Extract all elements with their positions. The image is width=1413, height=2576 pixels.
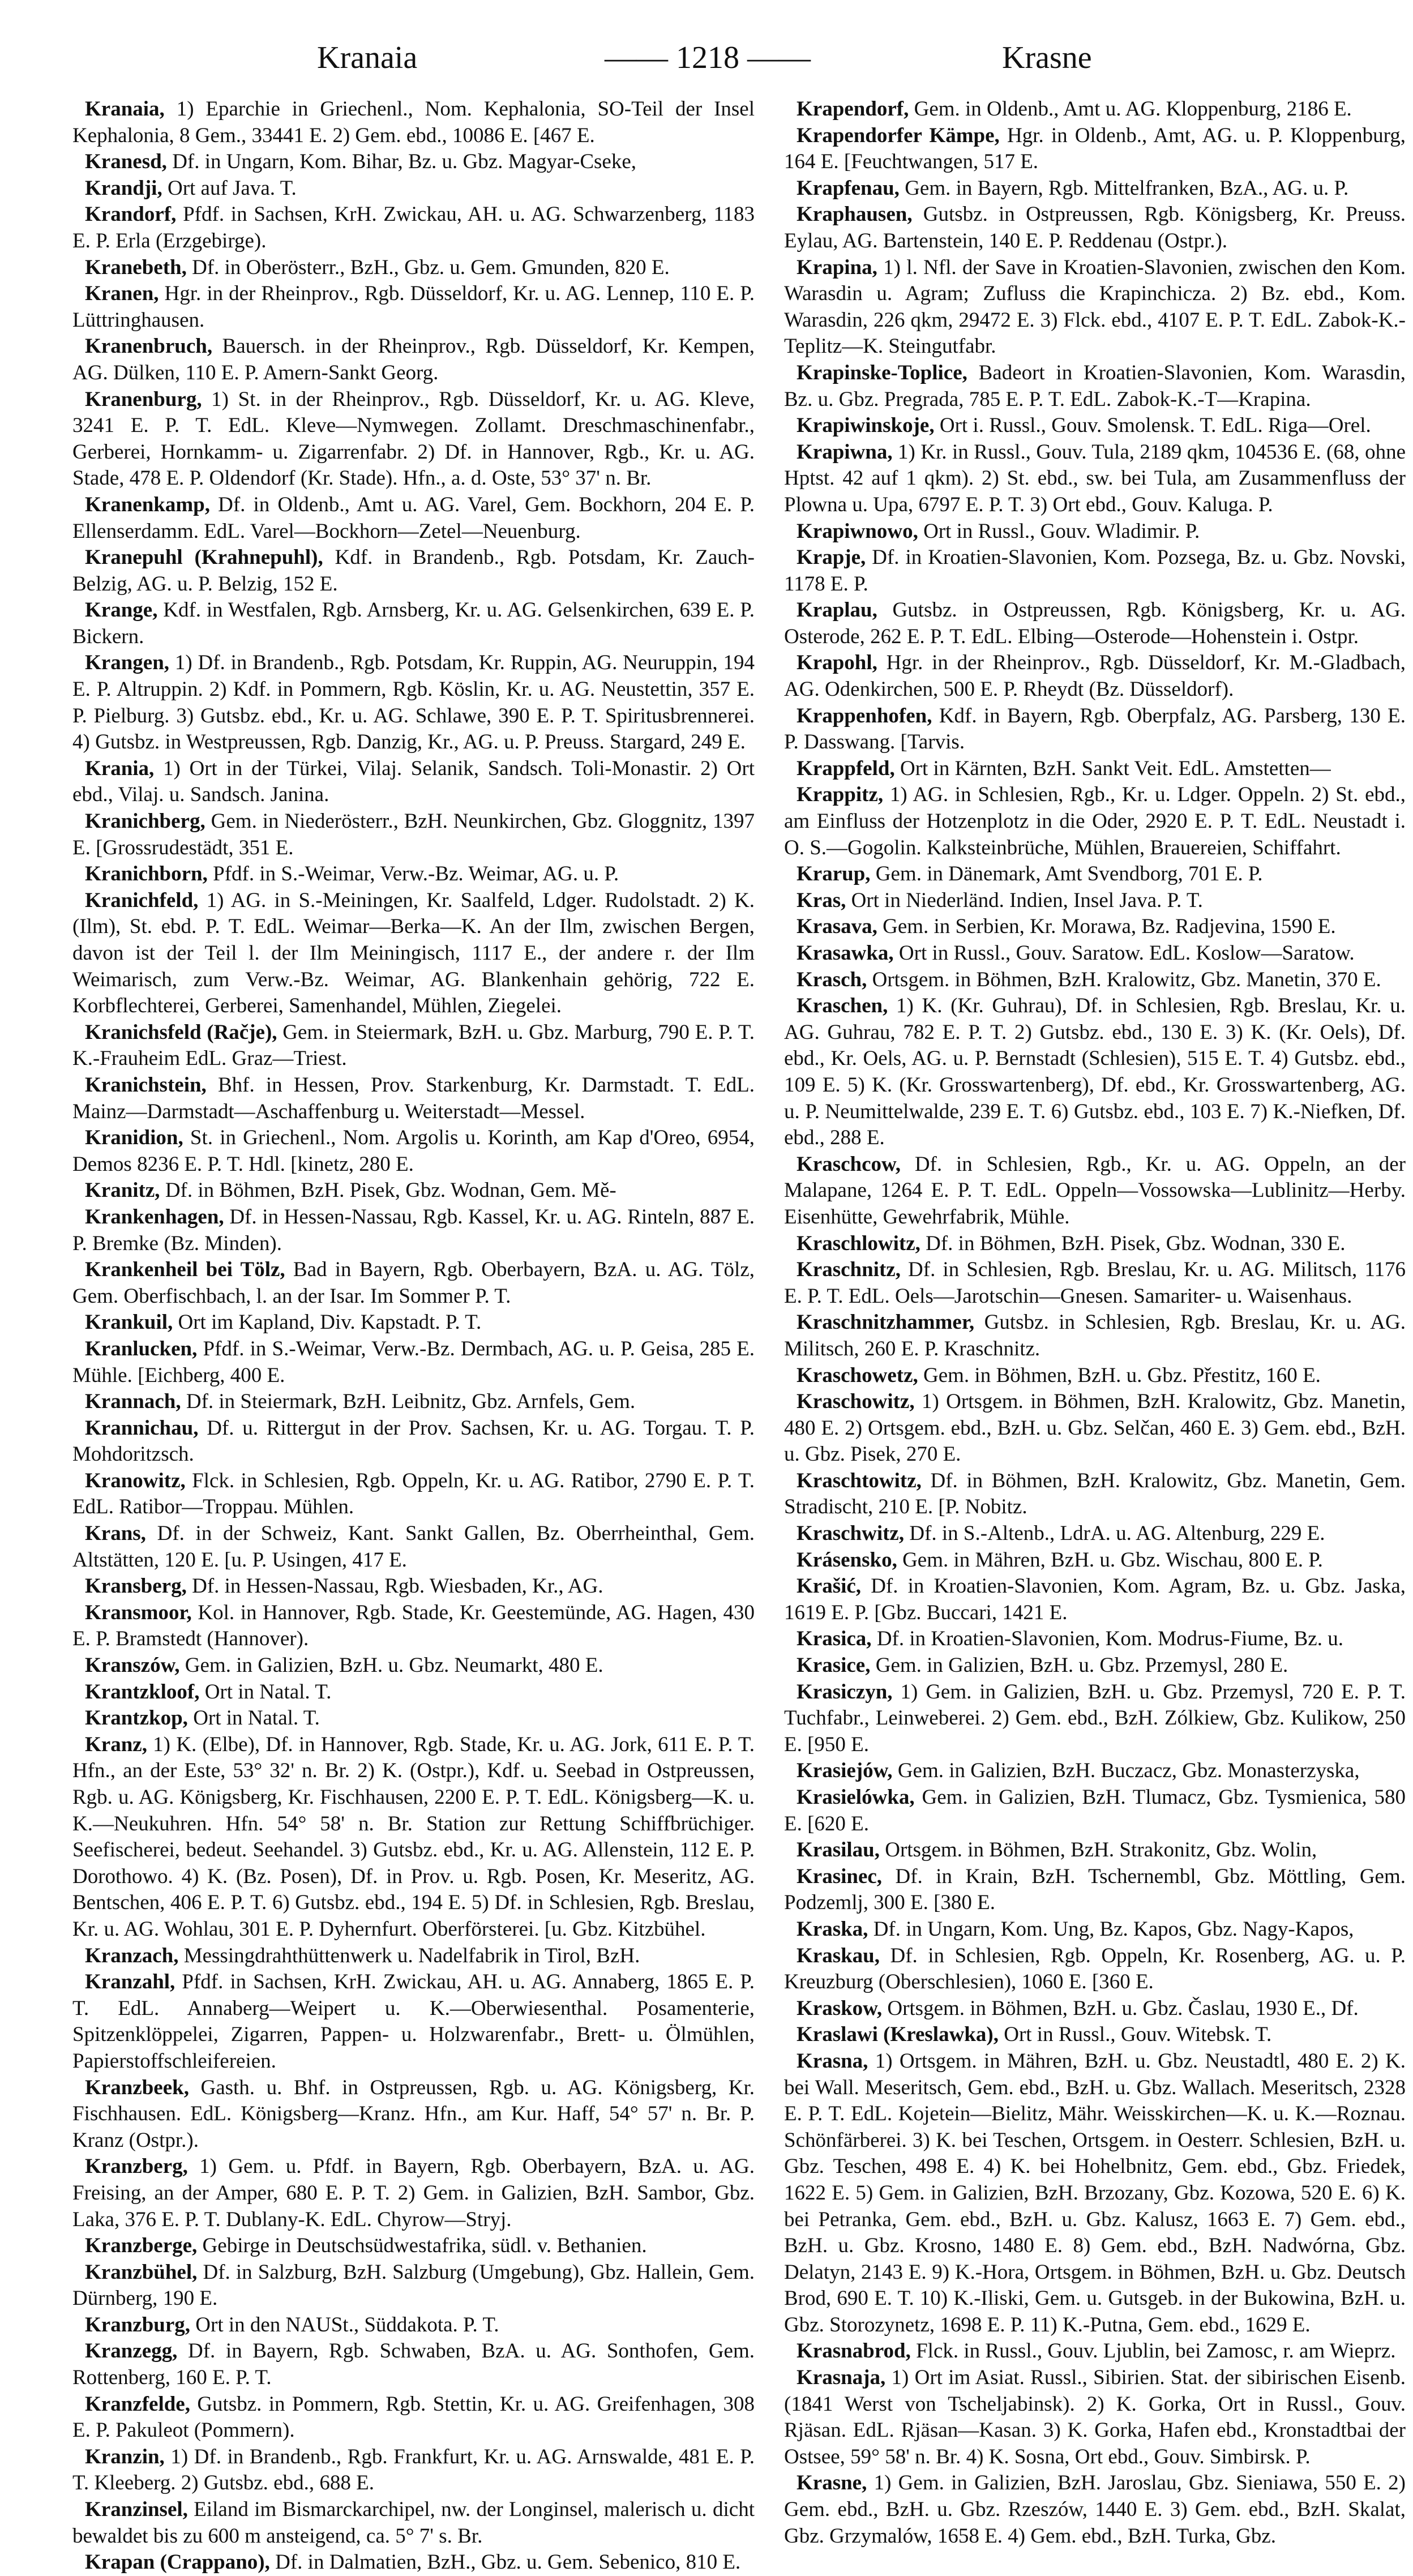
gazetteer-entry: [784, 1257, 1406, 1310]
gazetteer-entry: [72, 1204, 755, 1257]
running-head-left: Kranaia: [317, 40, 418, 75]
entry-text: Pfdf. in S.-Weimar, Verw.-Bz. Dermbach, AG. u. P. Geisa, 285 E. Mühle. [Eichberg, 400 E.: [72, 1337, 755, 1387]
entry-text: Df. in Böhmen, BzH. Kralowitz, Gbz. Manetin, Gem. Stradischt, 210 E. [P. Nobitz.: [784, 1469, 1406, 1519]
gazetteer-entry: [72, 176, 755, 202]
entry-headword: Kraphausen,: [797, 203, 913, 226]
entry-text: Df. in Steiermark, BzH. Leibnitz, Gbz. Arnfels, Gem.: [181, 1390, 636, 1414]
entry-text: Gem. in Mähren, BzH. u. Gbz. Wischau, 800 E. P.: [897, 1548, 1323, 1572]
gazetteer-entry: [72, 333, 755, 386]
gazetteer-entry: [784, 1310, 1406, 1362]
entry-text: Ort i. Russl., Gouv. Smolensk. T. EdL. Riga—Orel.: [934, 414, 1371, 438]
gazetteer-entry: [72, 202, 755, 254]
entry-text: Df. in Oldenb., Amt u. AG. Varel, Gem. Bockhorn, 204 E. P. Ellenserdamm. EdL. Varel—Bockhorn—Zetel—Neuenburg.: [72, 493, 755, 543]
gazetteer-entry: [72, 808, 755, 861]
gazetteer-entry: [784, 96, 1406, 123]
entry-headword: Krans,: [85, 1522, 146, 1546]
gazetteer-entry: [72, 1600, 755, 1653]
gazetteer-entry: [784, 123, 1406, 176]
gazetteer-entry: [72, 149, 755, 176]
entry-text: Gem. in Dänemark, Amt Svendborg, 701 E. P.: [870, 862, 1263, 886]
entry-text: Df. u. Rittergut in der Prov. Sachsen, Kr. u. AG. Torgau. T. P. Mohdoritzsch.: [72, 1416, 755, 1466]
entry-headword: Krappfeld,: [797, 756, 895, 780]
entry-text: Df. in Kroatien-Slavonien, Kom. Agram, Bz. u. Gbz. Jaska, 1619 E. P. [Gbz. Buccari, 1421 E.: [784, 1574, 1406, 1624]
entry-headword: Kranzberge,: [85, 2234, 198, 2258]
gazetteer-entry: [784, 1363, 1406, 1389]
gazetteer-entry: [72, 1705, 755, 1732]
entry-headword: Krapohl,: [797, 651, 877, 675]
entry-headword: Kraskau,: [797, 1944, 880, 1967]
entry-headword: Kranzberg,: [85, 2155, 188, 2179]
entry-headword: Krasne,: [797, 2471, 867, 2495]
entry-headword: Krasiejów,: [797, 1759, 893, 1783]
entry-headword: Kransberg,: [85, 1574, 187, 1598]
gazetteer-entry: [72, 2444, 755, 2497]
gazetteer-entry: [72, 1653, 755, 1679]
gazetteer-entry: [72, 2260, 755, 2312]
left-column: [72, 96, 755, 2576]
entry-text: Ort im Kapland, Div. Kapstadt. P. T.: [173, 1311, 482, 1334]
entry-text: Df. in Hessen-Nassau, Rgb. Wiesbaden, Kr., AG.: [186, 1574, 603, 1598]
entry-headword: Krapendorfer Kämpe,: [797, 123, 1000, 147]
entry-headword: Kras,: [797, 888, 846, 912]
entry-text: Bauersch. in der Rheinprov., Rgb. Düsseldorf, Kr. Kempen, AG. Dülken, 110 E. P. Amern-Sankt Georg.: [72, 335, 755, 384]
entry-headword: Kraschnitz,: [797, 1258, 901, 1282]
entry-headword: Kransmoor,: [85, 1601, 192, 1624]
gazetteer-entry: [72, 1020, 755, 1072]
entry-headword: Kraschowetz,: [797, 1363, 918, 1387]
entry-text: Ort in Russl., Gouv. Witebsk. T.: [998, 2023, 1272, 2047]
gazetteer-entry: [72, 1257, 755, 1310]
gazetteer-entry: [784, 1231, 1406, 1257]
gazetteer-entry: [784, 439, 1406, 519]
running-head-right: Krasne: [1002, 40, 1092, 75]
entry-headword: Kraschwitz,: [797, 1522, 905, 1546]
entry-text: Pfdf. in S.-Weimar, Verw.-Bz. Weimar, AG. u. P.: [207, 862, 619, 886]
entry-headword: Krapendorf,: [797, 97, 909, 121]
entry-text: Ort in den NAUSt., Süddakota. P. T.: [190, 2313, 499, 2337]
entry-text: 1) K. (Kr. Guhrau), Df. in Schlesien, Rgb. Breslau, Kr. u. AG. Guhrau, 782 E. P. T. 2) Gutsbz. ebd., 130 E. 3) K. (Kr. Oels), Df. ebd., Kr. Oels, AG. u. P. Bernstadt (Schlesien), 515 E. T. 4) Gutsbz. ebd., 109 E. 5) K. (Kr. Grosswartenberg), Df. ebd., Kr. Grosswartenberg, AG. u. P. Neumittelwalde, 239 E. T. 6) Gutsbz. ebd., 103 E. 7) K.-Niefken, Df. ebd., 288 E.: [784, 994, 1406, 1150]
entry-headword: Kranichberg,: [85, 810, 205, 833]
gazetteer-entry: [784, 888, 1406, 914]
gazetteer-entry: [72, 1336, 755, 1389]
gazetteer-entry: [784, 650, 1406, 703]
entry-text: Flck. in Russl., Gouv. Ljublin, bei Zamosc, r. am Wieprz.: [910, 2339, 1396, 2363]
entry-text: 1) l. Nfl. der Save in Kroatien-Slavonien, zwischen den Kom. Warasdin u. Agram; Zufluss die Krapinchicza. 2) Bz. ebd., Kom. Warasdin, 226 qkm, 29472 E. 3) Flck. ebd., 4107 E. P. T. EdL. Zabok-K.-Teplitz—K. Steingutfabr.: [784, 255, 1406, 358]
entry-headword: Kranichstein,: [85, 1073, 207, 1097]
entry-text: 1) Eparchie in Griechenl., Nom. Kephalonia, SO-Teil der Insel Kephalonia, 8 Gem., 33441 E. 2) Gem. ebd., 10086 E. [467 E.: [72, 97, 755, 147]
entry-text: Bad in Bayern, Rgb. Oberbayern, BzA. u. AG. Tölz, Gem. Oberfischbach, l. an der Isar. Im Sommer P. T.: [72, 1258, 755, 1308]
entry-headword: Krandorf,: [85, 203, 177, 226]
entry-headword: Krankuil,: [85, 1311, 173, 1334]
entry-headword: Krapiwinskoje,: [797, 414, 935, 438]
entry-headword: Krankenhagen,: [85, 1205, 224, 1229]
gazetteer-entry: [784, 1679, 1406, 1758]
entry-headword: Kranzin,: [85, 2445, 165, 2468]
entry-headword: Krasice,: [797, 1654, 871, 1678]
gazetteer-entry: [72, 492, 755, 545]
entry-text: Hgr. in der Rheinprov., Rgb. Düsseldorf, Kr. M.-Gladbach, AG. Odenkirchen, 500 E. P. Rheydt (Bz. Düsseldorf).: [784, 651, 1406, 701]
gazetteer-entry: [72, 756, 755, 808]
entry-headword: Kraschtowitz,: [797, 1469, 922, 1492]
gazetteer-entry: [784, 1468, 1406, 1521]
entry-headword: Krašić,: [797, 1574, 862, 1598]
gazetteer-entry: [72, 2233, 755, 2260]
gazetteer-entry: [72, 2391, 755, 2444]
entry-headword: Kraschnitzhammer,: [797, 1311, 975, 1334]
gazetteer-entry: [784, 2048, 1406, 2339]
gazetteer-entry: [72, 1072, 755, 1125]
entry-text: Gem. in Steiermark, BzH. u. Gbz. Marburg, 790 E. P. T. K.-Frauheim EdL. Graz—Triest.: [72, 1020, 755, 1071]
entry-headword: Kranzahl,: [85, 1970, 175, 1994]
entry-headword: Krarup,: [797, 862, 871, 886]
gazetteer-entry: [784, 756, 1406, 782]
entry-text: 1) Ortsgem. in Böhmen, BzH. Kralowitz, Gbz. Manetin, 480 E. 2) Ortsgem. ebd., BzH. u. Gbz. Selčan, 460 E. 3) Gem. ebd., BzH. u. Gbz. Pisek, 270 E.: [784, 1390, 1406, 1466]
entry-text: Kol. in Hannover, Rgb. Stade, Kr. Geestemünde, AG. Hagen, 430 E. P. Bramstedt (Hannover).: [72, 1601, 755, 1651]
gazetteer-entry: [72, 1679, 755, 1706]
entry-text: Ort in Russl., Gouv. Saratow. EdL. Koslow—Saratow.: [893, 942, 1355, 965]
entry-text: 1) Gem. in Galizien, BzH. u. Gbz. Przemysl, 720 E. P. T. Tuchfabr., Leinweberei. 2) Gem. ebd., BzH. Zólkiew, Gbz. Kulikow, 250 E. [950 E.: [784, 1680, 1406, 1756]
entry-text: Bhf. in Hessen, Prov. Starkenburg, Kr. Darmstadt. T. EdL. Mainz—Darmstadt—Aschaffenburg u. Weiterstadt—Messel.: [72, 1073, 755, 1123]
entry-headword: Krasica,: [797, 1627, 872, 1651]
gazetteer-entry: [72, 1732, 755, 1943]
entry-headword: Krasava,: [797, 915, 877, 939]
gazetteer-entry: [72, 2075, 755, 2154]
gazetteer-entry: [72, 650, 755, 755]
entry-headword: Krasinec,: [797, 1864, 883, 1888]
entry-text: Gutsbz. in Pommern, Rgb. Stettin, Kr. u. AG. Greifenhagen, 308 E. P. Pakuleot (Pommern).: [72, 2392, 755, 2442]
entry-headword: Krasnaja,: [797, 2366, 886, 2390]
gazetteer-entry: [72, 888, 755, 1020]
entry-text: Ort in Natal. T.: [187, 1706, 320, 1730]
entry-headword: Kranszów,: [85, 1654, 180, 1678]
entry-text: Gem. in Galizien, BzH. Tlumacz, Gbz. Tysmienica, 580 E. [620 E.: [784, 1786, 1406, 1835]
entry-headword: Kraschlowitz,: [797, 1231, 920, 1255]
gazetteer-entry: [784, 1837, 1406, 1864]
entry-text: St. in Griechenl., Nom. Argolis u. Korinth, am Kap d'Oreo, 6954, Demos 8236 E. P. T. Hdl. [kinetz, 280 E.: [72, 1126, 755, 1176]
right-column: [784, 96, 1406, 2549]
gazetteer-entry: [784, 703, 1406, 756]
entry-text: Df. in Böhmen, BzH. Pisek, Gbz. Wodnan, Gem. Mě-: [160, 1179, 616, 1203]
entry-headword: Krapina,: [797, 255, 877, 279]
entry-text: Kdf. in Brandenb., Rgb. Potsdam, Kr. Zauch-Belzig, AG. u. P. Belzig, 152 E.: [72, 546, 755, 596]
entry-headword: Kranichsfeld (Račje),: [85, 1020, 277, 1044]
entry-text: Ortsgem. in Böhmen, BzH. u. Gbz. Časlau, 1930 E., Df.: [882, 1996, 1359, 2020]
entry-text: Gem. in Bayern, Rgb. Mittelfranken, BzA., AG. u. P.: [899, 176, 1349, 200]
gazetteer-entry: [784, 545, 1406, 597]
gazetteer-entry: [784, 1626, 1406, 1653]
entry-headword: Krantzkop,: [85, 1706, 188, 1730]
entry-headword: Krappenhofen,: [797, 704, 932, 728]
entry-headword: Krapiwna,: [797, 440, 893, 464]
gazetteer-entry: [72, 545, 755, 597]
gazetteer-entry: [72, 255, 755, 281]
entry-headword: Kranzegg,: [85, 2339, 178, 2363]
gazetteer-entry: [784, 1943, 1406, 1996]
entry-headword: Kranichborn,: [85, 862, 208, 886]
gazetteer-entry: [784, 1389, 1406, 1468]
gazetteer-entry: [72, 2549, 755, 2576]
gazetteer-entry: [784, 993, 1406, 1152]
entry-headword: Kranenkamp,: [85, 493, 211, 516]
entry-headword: Kranidion,: [85, 1126, 183, 1150]
entry-text: 1) Gem. in Galizien, BzH. Jaroslau, Gbz. Sieniawa, 550 E. 2) Gem. ebd., BzH. u. Gbz. Rzeszów, 1440 E. 3) Gem. ebd., BzH. Skalat, Gbz. Grzymalów, 1658 E. 4) Gem. ebd., BzH. Turka, Gbz.: [784, 2471, 1406, 2548]
entry-text: 1) Df. in Brandenb., Rgb. Frankfurt, Kr. u. AG. Arnswalde, 481 E. P. T. Kleeberg. 2) Gutsbz. ebd., 688 E.: [72, 2445, 755, 2495]
gazetteer-entry: [72, 96, 755, 149]
gazetteer-entry: [72, 597, 755, 650]
entry-headword: Krasnabrod,: [797, 2339, 911, 2363]
entry-text: 1) AG. in S.-Meiningen, Kr. Saalfeld, Ldger. Rudolstadt. 2) K. (Ilm), St. ebd. P. T. EdL. Weimar—Berka—K. An der Ilm, zwischen Bergen, davon ist der Teil l. der Ilm Meiningisch, 1117 E., der andere r. der Ilm Weimarisch, zum Verw.-Bz. Weimar, AG. Blankenhain gehörig, 722 E. Korbflechterei, Gerberei, Samenhandel, Mühlen, Ziegelei.: [72, 888, 755, 1018]
entry-headword: Krasch,: [797, 968, 867, 991]
entry-text: Df. in Böhmen, BzH. Pisek, Gbz. Wodnan, 330 E.: [920, 1231, 1346, 1255]
entry-headword: Kranebeth,: [85, 255, 187, 279]
entry-text: Gem. in Oldenb., Amt u. AG. Kloppenburg, 2186 E.: [909, 97, 1352, 121]
entry-headword: Kranenbruch,: [85, 335, 213, 358]
entry-headword: Krapan (Crappano),: [85, 2551, 270, 2574]
entry-text: Df. in Kroatien-Slavonien, Kom. Modrus-Fiume, Bz. u.: [871, 1627, 1343, 1651]
entry-text: Gebirge in Deutschsüdwestafrika, südl. v. Bethanien.: [197, 2234, 647, 2258]
entry-text: Pfdf. in Sachsen, KrH. Zwickau, AH. u. AG. Schwarzenberg, 1183 E. P. Erla (Erzgebirge).: [72, 203, 755, 253]
entry-headword: Kraschcow,: [797, 1152, 901, 1176]
entry-headword: Kranzbühel,: [85, 2260, 198, 2284]
entry-text: Df. in der Schweiz, Kant. Sankt Gallen, Bz. Oberrheinthal, Gem. Altstätten, 120 E. [u. P. Usingen, 417 E.: [72, 1522, 755, 1572]
entry-headword: Kranichfeld,: [85, 888, 199, 912]
gazetteer-entry: [784, 1996, 1406, 2022]
entry-text: 1) Kr. in Russl., Gouv. Tula, 2189 qkm, 104536 E. (68, ohne Hptst. 42 auf 1 qkm). 2) St. ebd., sw. bei Tula, am Zusammenfluss der Plowna u. Upa, 6797 E. P. T. 3) Ort ebd., Gouv. Kaluga. P.: [784, 440, 1406, 516]
entry-headword: Kraslawi (Kreslawka),: [797, 2023, 999, 2047]
entry-headword: Krange,: [85, 598, 158, 622]
entry-text: Pfdf. in Sachsen, KrH. Zwickau, AH. u. AG. Annaberg, 1865 E. P. T. EdL. Annaberg—Weipert u. K.—Oberwiesenthal. Posamenterie, Spitzenklöppelei, Zigarren, Pappen- u. Holzwarenfabr., Brett- u. Ölmühlen, Papierstoffschleifereien.: [72, 1970, 755, 2073]
entry-headword: Krasna,: [797, 2049, 868, 2073]
gazetteer-entry: [72, 861, 755, 888]
entry-headword: Kranzbeek,: [85, 2076, 189, 2099]
gazetteer-entry: [784, 2338, 1406, 2365]
entry-text: Df. in Krain, BzH. Tschernembl, Gbz. Möttling, Gem. Podzemlj, 300 E. [380 E.: [784, 1864, 1406, 1915]
gazetteer-entry: [784, 782, 1406, 861]
gazetteer-entry: [72, 1178, 755, 1204]
entry-text: Df. in Kroatien-Slavonien, Kom. Pozsega, Bz. u. Gbz. Novski, 1178 E. P.: [784, 546, 1406, 596]
entry-text: Kdf. in Bayern, Rgb. Oberpfalz, AG. Parsberg, 130 E. P. Dasswang. [Tarvis.: [784, 704, 1406, 754]
entry-headword: Krannichau,: [85, 1416, 199, 1440]
page-header: [0, 40, 1413, 85]
entry-text: Gem. in Böhmen, BzH. u. Gbz. Přestitz, 160 E.: [918, 1363, 1321, 1387]
entry-headword: Krappitz,: [797, 783, 884, 807]
entry-text: Gem. in Galizien, BzH. Buczacz, Gbz. Monasterzyska,: [892, 1759, 1360, 1783]
gazetteer-entry: [784, 597, 1406, 650]
gazetteer-entry: [784, 1152, 1406, 1231]
entry-headword: Krantzkloof,: [85, 1680, 200, 1704]
gazetteer-entry: [72, 1573, 755, 1600]
gazetteer-entry: [784, 1916, 1406, 1943]
entry-text: Df. in Salzburg, BzH. Salzburg (Umgebung), Gbz. Hallein, Gem. Dürnberg, 190 E.: [72, 2260, 755, 2310]
gazetteer-entry: [784, 914, 1406, 940]
entry-text: Df. in Dalmatien, BzH., Gbz. u. Gem. Sebenico, 810 E.: [269, 2551, 741, 2574]
entry-text: Ort in Niederländ. Indien, Insel Java. P. T.: [846, 888, 1203, 912]
entry-headword: Kranzfelde,: [85, 2392, 190, 2416]
entry-text: Ort auf Java. T.: [162, 176, 297, 200]
entry-text: 1) Ortsgem. in Mähren, BzH. u. Gbz. Neustadtl, 480 E. 2) K. bei Wall. Meseritsch, Gem. ebd., BzH. u. Gbz. Wallach. Meseritsch, 2328 E. P. T. EdL. Kojetein—Bielitz, Mähr. Weisskirchen—K. u. K.—Roznau. Schönfärberei. 3) K. bei Teschen, Ortsgem. in Oesterr. Schlesien, BzH. u. Gbz. Teschen, 498 E. 4) K. bei Hohelbnitz, Gem. ebd., Gbz. Friedek, 1622 E. 5) Gem. in Galizien, BzH. Brzozany, Gbz. Kozowa, 520 E. 6) K. bei Petranka, Gem. ebd., BzH. u. Gbz. Kalusz, 1663 E. 7) Gem. ebd., BzH. u. Gbz. Krosno, 1480 E. 8) Gem. ebd., BzH. Nadwórna, Gbz. Delatyn, 2143 E. 9) K.-Hora, Ortsgem. in Böhmen, BzH. u. Gbz. Deutsch Brod, 690 E. T. 10) K.-Iliski, Gem. u. Gutsgeb. in der Bukowina, BzH. u. Gbz. Storozynetz, 1698 E. P. 11) K.-Putna, Gem. ebd., 1629 E.: [784, 2049, 1406, 2337]
entry-text: Gutsbz. in Schlesien, Rgb. Breslau, Kr. u. AG. Militsch, 260 E. P. Kraschnitz.: [784, 1311, 1406, 1360]
entry-text: 1) Ort in der Türkei, Vilaj. Selanik, Sandsch. Toli-Monastir. 2) Ort ebd., Vilaj. u. Sandsch. Janina.: [72, 756, 755, 807]
entry-headword: Kranz,: [85, 1732, 147, 1756]
gazetteer-entry: [784, 1864, 1406, 1916]
gazetteer-entry: [784, 360, 1406, 413]
gazetteer-entry: [784, 413, 1406, 439]
entry-headword: Kraschen,: [797, 994, 888, 1018]
gazetteer-entry: [784, 1573, 1406, 1626]
entry-headword: Krandji,: [85, 176, 162, 200]
gazetteer-entry: [72, 1969, 755, 2074]
entry-text: Df. in Schlesien, Rgb. Breslau, Kr. u. AG. Militsch, 1176 E. P. T. EdL. Oels—Jarotschin—Gnesen. Samariter- u. Waisenhaus.: [784, 1258, 1406, 1308]
entry-text: Badeort in Kroatien-Slavonien, Kom. Warasdin, Bz. u. Gbz. Pregrada, 785 E. P. T. EdL. Zabok-K.-T—Krapina.: [784, 361, 1406, 411]
gazetteer-entry: [72, 2154, 755, 2233]
gazetteer-entry: [784, 861, 1406, 888]
entry-headword: Krannach,: [85, 1390, 181, 1414]
gazetteer-entry: [784, 176, 1406, 202]
entry-headword: Krania,: [85, 756, 155, 780]
gazetteer-entry: [72, 2497, 755, 2549]
gazetteer-entry: [784, 2365, 1406, 2470]
gazetteer-entry: [784, 940, 1406, 967]
entry-headword: Krasawka,: [797, 942, 894, 965]
gazetteer-entry: [784, 1653, 1406, 1679]
entry-headword: Kranen,: [85, 282, 159, 306]
entry-text: 1) Df. in Brandenb., Rgb. Potsdam, Kr. Ruppin, AG. Neuruppin, 194 E. P. Altruppin. 2) Kdf. in Pommern, Rgb. Köslin, Kr. u. AG. Neustettin, 357 E. P. Pielburg. 3) Gutsbz. ebd., Kr. u. AG. Schlawe, 390 E. P. T. Spiritusbrennerei. 4) Gutsbz. in Westpreussen, Rgb. Danzig, Kr., AG. u. P. Preuss. Stargard, 249 E.: [72, 651, 755, 754]
entry-text: 1) Gem. u. Pfdf. in Bayern, Rgb. Oberbayern, BzA. u. AG. Freising, an der Amper, 680 E. P. T. 2) Gem. in Galizien, BzH. Sambor, Gbz. Laka, 376 E. P. T. Dublany-K. EdL. Chyrow—Stryj.: [72, 2155, 755, 2231]
entry-text: Hgr. in Oldenb., Amt, AG. u. P. Kloppenburg, 164 E. [Feuchtwangen, 517 E.: [784, 123, 1406, 174]
page-number: —— 1218 ——: [605, 40, 811, 75]
gazetteer-entry: [784, 2022, 1406, 2048]
entry-text: Gem. in Galizien, BzH. u. Gbz. Przemysl, 280 E.: [870, 1654, 1288, 1678]
entry-text: Df. in Hessen-Nassau, Rgb. Kassel, Kr. u. AG. Rinteln, 887 E. P. Bremke (Bz. Minden).: [72, 1205, 755, 1255]
entry-headword: Kraplau,: [797, 598, 877, 622]
entry-headword: Kranowitz,: [85, 1469, 186, 1492]
entry-headword: Krapiwnowo,: [797, 519, 918, 543]
entry-text: Ortsgem. in Böhmen, BzH. Kralowitz, Gbz. Manetin, 370 E.: [867, 968, 1381, 991]
entry-text: Gem. in Galizien, BzH. u. Gbz. Neumarkt, 480 E.: [179, 1654, 603, 1678]
gazetteer-entry: [784, 1547, 1406, 1574]
entry-text: Kdf. in Westfalen, Rgb. Arnsberg, Kr. u. AG. Gelsenkirchen, 639 E. P. Bickern.: [72, 598, 755, 648]
gazetteer-entry: [72, 1125, 755, 1178]
entry-text: Messingdrahthüttenwerk u. Nadelfabrik in Tirol, BzH.: [178, 1944, 640, 1967]
entry-text: 1) K. (Elbe), Df. in Hannover, Rgb. Stade, Kr. u. AG. Jork, 611 E. P. T. Hfn., an der Este, 53° 32' n. Br. 2) K. (Ostpr.), Kdf. u. Seebad in Ostpreussen, Rgb. u. AG. Königsberg, Kr. Fischhausen, 2200 E. P. T. EdL. Königsberg—K. u. K.—Neukuhren. Hfn. 54° 58' n. Br. Station zur Rettung Schiffbrüchiger. Seefischerei, bedeut. Seehandel. 3) Gutsbz. ebd., Kr. u. AG. Allenstein, 112 E. P. Dorothowo. 4) K. (Bz. Posen), Df. in Prov. u. Rgb. Posen, Kr. Meseritz, AG. Bentschen, 406 E. P. T. 6) Gutsbz. ebd., 194 E. 5) Df. in Schlesien, Rgb. Breslau, Kr. u. AG. Wohlau, 301 E. P. Dyhernfurt. Oberförsterei. [u. Gbz. Kitzbühel.: [72, 1732, 755, 1941]
entry-text: Hgr. in der Rheinprov., Rgb. Düsseldorf, Kr. u. AG. Lennep, 110 E. P. Lüttringhausen.: [72, 282, 755, 332]
gazetteer-entry: [72, 1521, 755, 1573]
entry-text: Gem. in Serbien, Kr. Morawa, Bz. Radjevina, 1590 E.: [877, 915, 1336, 939]
entry-text: 1) AG. in Schlesien, Rgb., Kr. u. Ldger. Oppeln. 2) St. ebd., am Einfluss der Hotzenplotz in die Oder, 2920 E. P. T. EdL. Neustadt i. O. S.—Gogolin. Kalksteinbrüche, Mühlen, Brauereien, Schiffahrt.: [784, 783, 1406, 859]
entry-headword: Kraschowitz,: [797, 1390, 915, 1414]
entry-text: 1) Ort im Asiat. Russl., Sibirien. Stat. der sibirischen Eisenb. (1841 Werst von Tscheljabinsk). 2) K. Gorka, Ort in Russl., Gouv. Rjäsan. EdL. Rjäsan—Kasan. 3) K. Gorka, Hafen ebd., Kronstadtbai der Ostsee, 59° 58' n. Br. 4) K. Sosna, Ort ebd., Gouv. Simbirsk. P.: [784, 2366, 1406, 2468]
entry-headword: Kranepuhl (Krahnepuhl),: [85, 546, 323, 570]
entry-headword: Krasilau,: [797, 1838, 880, 1862]
entry-headword: Kraskow,: [797, 1996, 883, 2020]
gazetteer-entry: [784, 967, 1406, 994]
entry-headword: Krasiczyn,: [797, 1680, 893, 1704]
entry-text: Df. in Bayern, Rgb. Schwaben, BzA. u. AG. Sonthofen, Gem. Rottenberg, 160 E. P. T.: [72, 2339, 755, 2390]
gazetteer-entry: [72, 1310, 755, 1336]
gazetteer-entry: [72, 1415, 755, 1468]
gazetteer-entry: [784, 202, 1406, 254]
entry-text: Ort in Russl., Gouv. Wladimir. P.: [918, 519, 1200, 543]
gazetteer-entry: [784, 1521, 1406, 1547]
gazetteer-entry: [784, 255, 1406, 360]
entry-headword: Krangen,: [85, 651, 170, 675]
entry-headword: Kranaia,: [85, 97, 165, 121]
entry-text: Df. in Schlesien, Rgb. Oppeln, Kr. Rosenberg, AG. u. P. Kreuzburg (Oberschlesien), 1060 E. [360 E.: [784, 1944, 1406, 1994]
entry-text: Ort in Natal. T.: [199, 1680, 332, 1704]
entry-text: Gasth. u. Bhf. in Ostpreussen, Rgb. u. AG. Königsberg, Kr. Fischhausen. EdL. Königsberg—Kranz. Hfn., am Kur. Haff, 54° 57' n. Br. P. Kranz (Ostpr.).: [72, 2076, 755, 2152]
entry-text: Df. in Oberösterr., BzH., Gbz. u. Gem. Gmunden, 820 E.: [186, 255, 670, 279]
gazetteer-entry: [784, 519, 1406, 545]
entry-headword: Krásensko,: [797, 1548, 897, 1572]
entry-headword: Kranenburg,: [85, 387, 202, 411]
entry-text: Df. in Schlesien, Rgb., Kr. u. AG. Oppeln, an der Malapane, 1264 E. P. T. EdL. Oppeln—Vossowska—Lublinitz—Herby. Eisenhütte, Gewehrfabrik, Mühle.: [784, 1152, 1406, 1229]
gazetteer-entry: [72, 2312, 755, 2339]
gazetteer-entry: [784, 1785, 1406, 1837]
entry-text: Ort in Kärnten, BzH. Sankt Veit. EdL. Amstetten—: [894, 756, 1331, 780]
entry-headword: Krapfenau,: [797, 176, 900, 200]
gazetteer-entry: [784, 2470, 1406, 2549]
entry-text: Gutsbz. in Ostpreussen, Rgb. Königsberg, Kr. u. AG. Osterode, 262 E. P. T. EdL. Elbing—Osterode—Hohenstein i. Ostpr.: [784, 598, 1406, 648]
entry-text: Eiland im Bismarckarchipel, nw. der Longinsel, malerisch u. dicht bewaldet bis zu 600 m ansteigend, ca. 5° 7' s. Br.: [72, 2498, 755, 2548]
entry-headword: Krasielówka,: [797, 1786, 915, 1809]
gazetteer-entry: [72, 1389, 755, 1415]
gazetteer-entry: [72, 387, 755, 492]
gazetteer-entry: [72, 2338, 755, 2391]
entry-headword: Kranzinsel,: [85, 2498, 188, 2522]
entry-headword: Krapje,: [797, 546, 866, 570]
entry-headword: Krapinske-Toplice,: [797, 361, 967, 384]
entry-text: Df. in S.-Altenb., LdrA. u. AG. Altenburg, 229 E.: [904, 1522, 1325, 1546]
entry-text: Df. in Ungarn, Kom. Bihar, Bz. u. Gbz. Magyar-Cseke,: [166, 150, 637, 174]
entry-headword: Krankenheil bei Tölz,: [85, 1258, 285, 1282]
entry-headword: Kranlucken,: [85, 1337, 198, 1360]
entry-text: Gem. in Niederösterr., BzH. Neunkirchen, Gbz. Gloggnitz, 1397 E. [Grossrudestädt, 351 E.: [72, 810, 755, 859]
entry-headword: Kraska,: [797, 1917, 868, 1941]
entry-headword: Kranesd,: [85, 150, 167, 174]
entry-text: Ortsgem. in Böhmen, BzH. Strakonitz, Gbz. Wolin,: [880, 1838, 1317, 1862]
entry-headword: Kranzburg,: [85, 2313, 191, 2337]
gazetteer-entry: [72, 1468, 755, 1521]
entry-text: Gutsbz. in Ostpreussen, Rgb. Königsberg, Kr. Preuss. Eylau, AG. Bartenstein, 140 E. P. Reddenau (Ostpr.).: [784, 203, 1406, 253]
entry-headword: Kranitz,: [85, 1179, 160, 1203]
entry-headword: Kranzach,: [85, 1944, 179, 1967]
entry-text: Flck. in Schlesien, Rgb. Oppeln, Kr. u. AG. Ratibor, 2790 E. P. T. EdL. Ratibor—Troppau. Mühlen.: [72, 1469, 755, 1519]
entry-text: 1) St. in der Rheinprov., Rgb. Düsseldorf, Kr. u. AG. Kleve, 3241 E. P. T. EdL. Kleve—Nymwegen. Zollamt. Dreschmaschinenfabr., Gerberei, Hornkamm- u. Zigarrenfabr. 2) Df. in Hannover, Rgb., Kr. u. AG. Stade, 478 E. P. Oldendorf (Kr. Stade). Hfn., a. d. Oste, 53° 37' n. Br.: [72, 387, 755, 490]
gazetteer-entry: [72, 281, 755, 333]
gazetteer-entry: [72, 1943, 755, 1970]
entry-text: Df. in Ungarn, Kom. Ung, Bz. Kapos, Gbz. Nagy-Kapos,: [868, 1917, 1354, 1941]
gazetteer-entry: [784, 1758, 1406, 1785]
